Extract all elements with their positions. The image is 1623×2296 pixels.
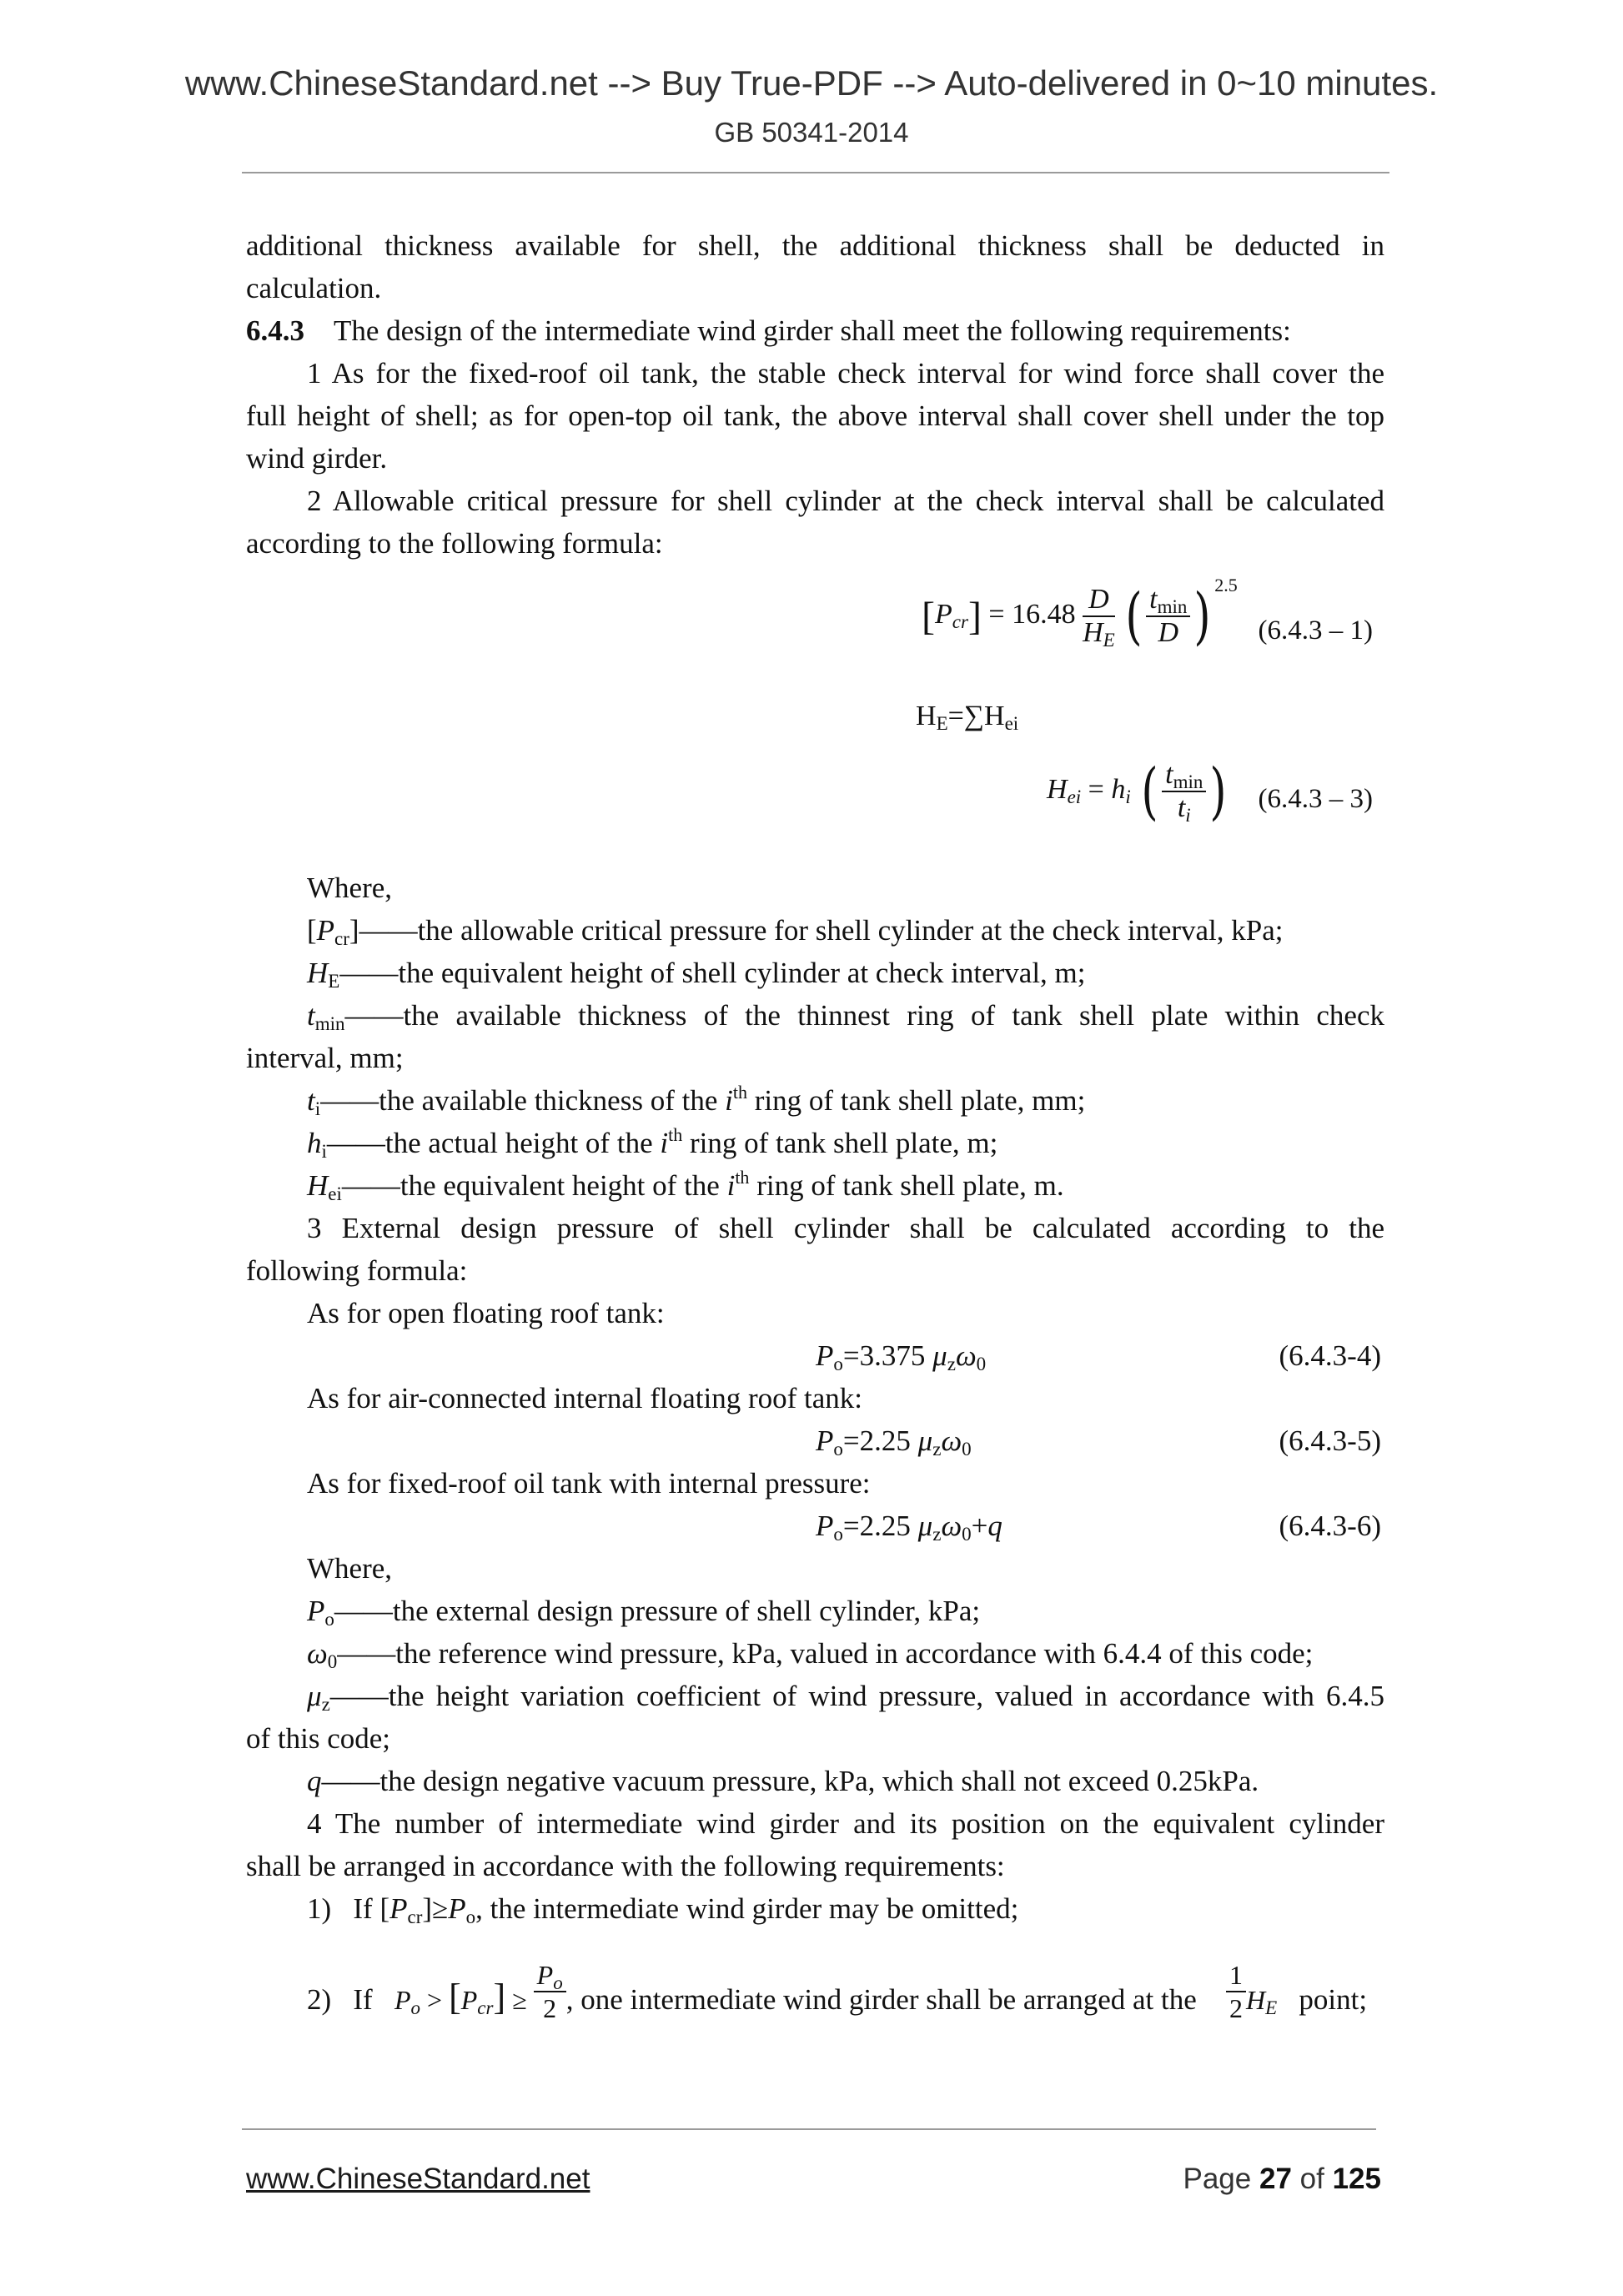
text-line: 2 Allowable critical pressure for shell cylinder at the check interval shall be calculated (307, 485, 1384, 517)
definition-muz: $\mu_z——the$ height variation coefficient of wind pressure, valued in accordance with 6.4.5 (307, 1680, 1384, 1715)
text-line: according to the following formula: (246, 527, 663, 560)
footer-site-link[interactable]: www.ChineseStandard.net (246, 2163, 590, 2195)
definition-omega0: $\omega_0——the$ reference wind pressure, kPa, valued in accordance with 6.4.4 of this code; (307, 1637, 1314, 1672)
text-line: shall be arranged in accordance with the following requirements: (246, 1850, 1005, 1882)
equation-6-4-3-4: $P_o=3.375$ $\mu_z\omega_0$ (816, 1339, 987, 1374)
header-code: GB 50341-2014 (714, 117, 909, 148)
definition-q: q——the design negative vacuum pressure, kPa, which shall not exceed 0.25kPa. (307, 1765, 1259, 1797)
where-label: Where, (307, 1552, 393, 1585)
requirement-1: 1) If $[P_{cr}]\ge P_o$, the intermediate wind girder may be omitted; (307, 1892, 1019, 1927)
text-line: 1 As for the fixed-roof oil tank, the stable check interval for wind force shall cover the (307, 357, 1384, 389)
definition-he: $H_E——the$ equivalent height of shell cylinder at check interval, m; (307, 957, 1086, 992)
header-title: www.ChineseStandard.net --> Buy True-PDF --> Auto-delivered in 0~10 minutes. (184, 63, 1439, 103)
requirement-2-point: $\frac{1}{2}$ $H_E$ point; (1226, 1981, 1367, 2024)
requirement-2: 2) If $P_o > [P_{cr}]$ ≥ $\frac{P_o}{2}$ , one intermediate wind girder shall be arranged at the (307, 1960, 1197, 2023)
case-label: As for open floating roof tank: (307, 1297, 665, 1329)
definition-tmin: $t_{min}——the$ available thickness of the thinnest ring of tank shell plate within check (307, 999, 1384, 1034)
section-text: The design of the intermediate wind girder shall meet the following requirements: (334, 314, 1291, 347)
footer-rule (242, 2128, 1376, 2130)
text-line: additional thickness available for shell, the additional thickness shall be deducted in (246, 229, 1384, 262)
equation-6-4-3-6: $P_o=2.25$ $\mu_z\omega_0+q$ (816, 1510, 1002, 1545)
where-label: Where, (307, 872, 393, 904)
section-heading (246, 314, 1384, 348)
text-line: 4 The number of intermediate wind girder and its position on the equivalent cylinder (307, 1807, 1384, 1840)
definition-po: $P_o——the$ external design pressure of shell cylinder, kPa; (307, 1595, 981, 1630)
equation-label: (6.4.3-4) (1279, 1339, 1381, 1372)
equation-6-4-3-3: $H_{ei} = h_i$ ( $\frac{t_{min}}{t_i}$ ) (1047, 756, 1227, 827)
text-line: wind girder. (246, 442, 388, 475)
text-line: interval, mm; (246, 1042, 404, 1074)
page-number: Page 27 of 125 (1183, 2163, 1381, 2195)
equation-6-4-3-1: $[P_{cr}] = 16.48$ $\frac{D}{H_E}$ ( $\frac{t_{min}}{D}$ ) $^{2.5}$ (922, 574, 1238, 652)
section-number: 6.4.3 (246, 314, 304, 347)
definition-hi: $h_i——the$ actual height of the $i^{th}$ ring of tank shell plate, m; (307, 1124, 998, 1162)
equation-label: (6.4.3-5) (1279, 1424, 1381, 1457)
header-rule (242, 172, 1389, 173)
case-label: As for fixed-roof oil tank with internal pressure: (307, 1467, 871, 1500)
text-line: of this code; (246, 1722, 391, 1755)
equation-label: (6.4.3-6) (1279, 1510, 1381, 1542)
definition-ti: $t_i——the$ available thickness of the $i^{th}$ ring of tank shell plate, mm; (307, 1082, 1086, 1119)
equation-he-sum: $H_E=\sum H_{ei}$ (916, 701, 1019, 734)
definition-hei: $H_{ei}——the$ equivalent height of the $i^{th}$ ring of tank shell plate, m. (307, 1167, 1064, 1204)
equation-label: (6.4.3 – 3) (1258, 784, 1373, 814)
equation-label: (6.4.3 – 1) (1258, 615, 1373, 646)
text-line: calculation. (246, 272, 382, 304)
definition-pcr: $[P_{cr}]——the$ allowable critical pressure for shell cylinder at the check interval, kPa; (307, 914, 1284, 949)
case-label: As for air-connected internal floating roof tank: (307, 1382, 862, 1414)
text-line: 3 External design pressure of shell cylinder shall be calculated according to the (307, 1212, 1384, 1244)
text-line: following formula: (246, 1254, 468, 1287)
text-line: full height of shell; as for open-top oil tank, the above interval shall cover shell under the top (246, 399, 1384, 432)
equation-6-4-3-5: $P_o=2.25$ $\mu_z\omega_0$ (816, 1424, 972, 1459)
